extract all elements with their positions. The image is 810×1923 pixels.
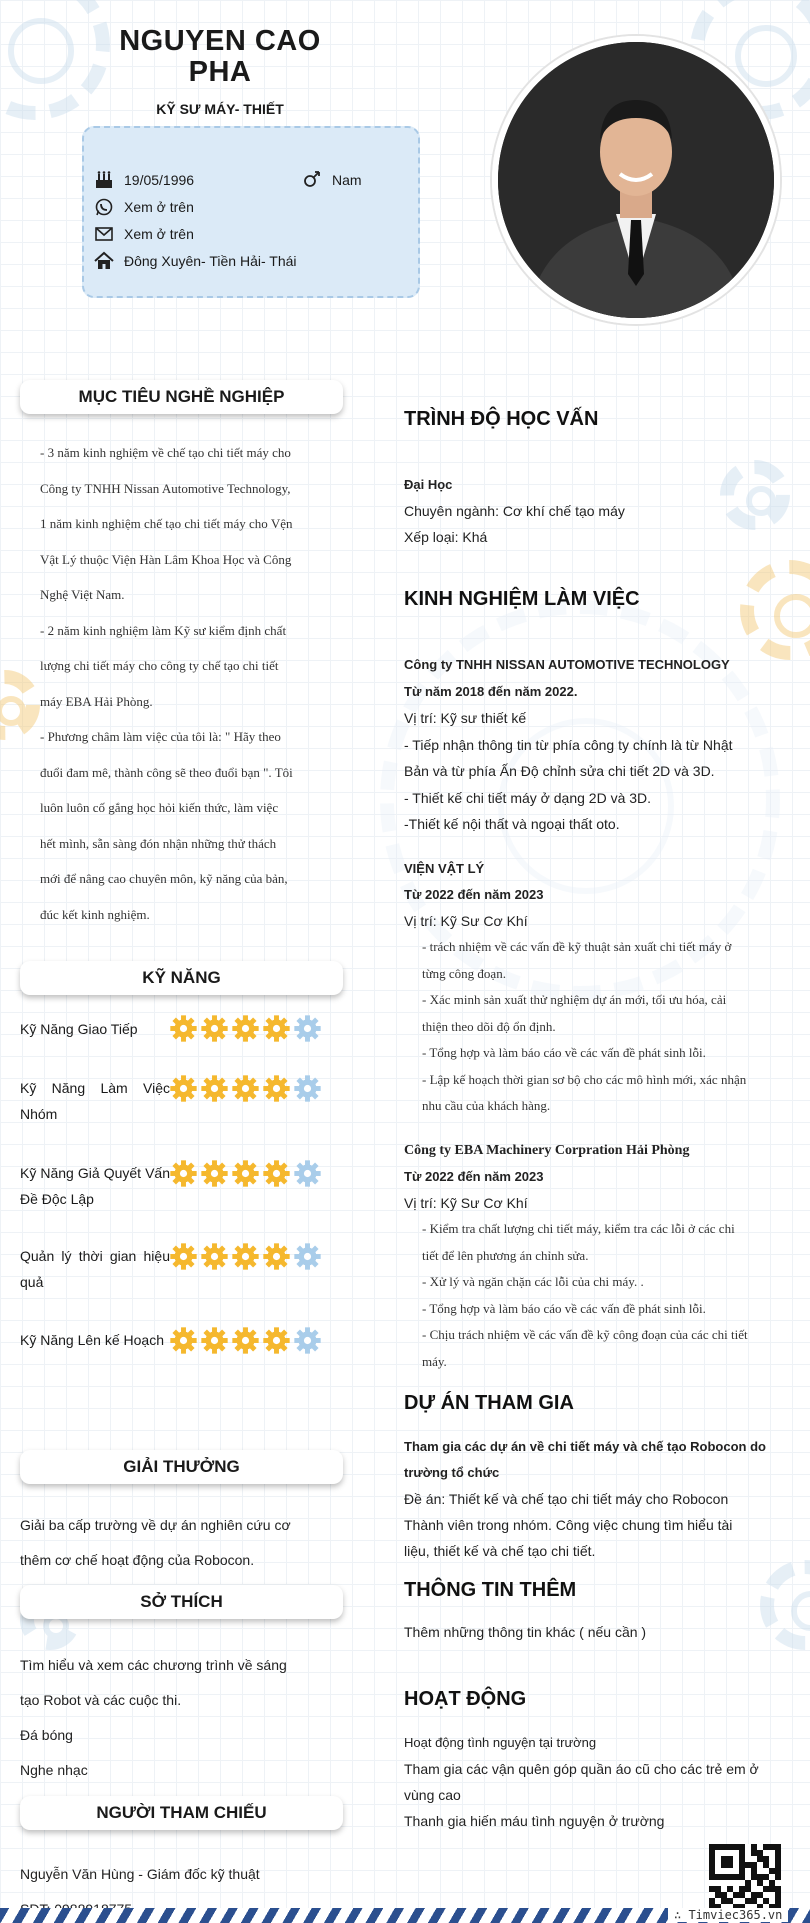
career-goal-line: máy EBA Hải Phòng. [40, 693, 153, 709]
contact-dob [94, 170, 194, 190]
rating-gear-filled-icon [232, 1015, 259, 1042]
rating-gear-filled-icon [232, 1243, 259, 1270]
job-detail: Bản và từ phía Ấn Độ chỉnh sửa chi tiết 2D và 3D. [404, 763, 715, 779]
job-detail: nhu cầu của khách hàng. [422, 1098, 551, 1113]
job-detail: - Thiết kế chi tiết máy ở dạng 2D và 3D. [404, 789, 652, 806]
hobby-line: Đá bóng [20, 1727, 73, 1743]
rating-gear-filled-icon [201, 1327, 228, 1354]
project-line: Thành viên trong nhóm. Công việc chung tìm hiểu tài [404, 1517, 733, 1533]
rating-gear-filled-icon [170, 1015, 197, 1042]
rating-gear-filled-icon [170, 1327, 197, 1354]
rating-gear-filled-icon [201, 1243, 228, 1270]
reference-heading: NGƯỜI THAM CHIẾU [20, 1796, 343, 1830]
experience-heading: KINH NGHIỆM LÀM VIỆC [404, 588, 640, 610]
rating-gear-empty-icon [294, 1160, 321, 1187]
skill-label: Kỹ Năng Giao Tiếp [20, 1021, 138, 1037]
contact-email [94, 224, 194, 244]
rating-gear-empty-icon [294, 1243, 321, 1270]
job-detail: - Lập kế hoạch thời gian sơ bộ cho các mô hình mới, xác nhận [422, 1071, 747, 1087]
decor-gear-icon [740, 560, 810, 660]
career-goal-line: - 2 năm kinh nghiệm làm Kỹ sư kiểm định chất [40, 622, 287, 638]
projects-body [404, 1434, 766, 1564]
brand-watermark: ∴ Timviec365.vn [668, 1908, 788, 1922]
rating-gear-filled-icon [263, 1075, 290, 1102]
project-name: Tham gia các dự án về chi tiết máy và chế tạo Robocon do [404, 1439, 766, 1454]
rating-gear-filled-icon [232, 1075, 259, 1102]
contact-address [94, 251, 297, 271]
skill-label: Quản lý thời gian hiệu quả [20, 1248, 170, 1290]
hobby-line: tạo Robot và các cuộc thi. [20, 1692, 182, 1708]
career-goal-line: - Phương châm làm việc của tôi là: " Hãy theo [40, 729, 281, 744]
rating-gear-filled-icon [170, 1160, 197, 1187]
career-goal-line: 1 năm kinh nghiệm chế tạo chi tiết máy cho Vện [40, 516, 293, 531]
job-title: KỸ SƯ MÁY- THIẾT [156, 101, 284, 117]
job-detail: - Kiểm tra chất lượng chi tiết máy, kiểm tra các lỗi ở các chi [422, 1221, 735, 1236]
skill-label: Kỹ Năng Giả Quyết Vấn Đề Độc Lập [20, 1165, 170, 1207]
awards-line: Giải ba cấp trường về dự án nghiên cứu cơ [20, 1517, 291, 1533]
career-goal-line: mới để nâng cao chuyên môn, kỹ năng của bản, [40, 871, 288, 886]
job-entry [404, 652, 733, 838]
job-company: VIỆN VẬT LÝ [404, 861, 485, 876]
project-line: liệu, thiết kế và chế tạo chi tiết. [404, 1543, 596, 1559]
job-period: Từ 2022 đến năm 2023 [404, 887, 544, 902]
birthday-cake-icon [94, 170, 114, 190]
contact-phone [94, 197, 194, 217]
career-goal-line: Công ty TNHH Nissan Automotive Technology, [40, 480, 291, 496]
envelope-icon [94, 224, 114, 244]
activities-heading: HOẠT ĐỘNG [404, 1688, 527, 1710]
activity-line: Tham gia các vận quên góp quần áo cũ cho các trẻ em ở [404, 1761, 759, 1777]
project-line: Đề án: Thiết kế và chế tạo chi tiết máy cho Robocon [404, 1491, 729, 1507]
job-detail: - Xử lý và ngăn chặn các lỗi của chi máy. . [422, 1274, 644, 1289]
job-period: Từ năm 2018 đến năm 2022. [404, 683, 578, 699]
job-detail: tiết để lên phương án chỉnh sửa. [422, 1247, 589, 1263]
job-entry [404, 856, 746, 1120]
rating-gear-filled-icon [232, 1160, 259, 1187]
rating-gear-filled-icon [263, 1015, 290, 1042]
qr-code [709, 1844, 781, 1916]
email-value: Xem ở trên [124, 226, 194, 242]
job-company: Công ty TNHH NISSAN AUTOMOTIVE TECHNOLOGY [404, 657, 730, 672]
job-detail: thiện theo dõi độ ổn định. [422, 1018, 556, 1034]
career-goal-text [40, 435, 320, 932]
project-name: trường tổ chức [404, 1465, 500, 1480]
hobbies-text [20, 1648, 330, 1788]
contact-gender [302, 170, 362, 190]
job-detail: từng công đoạn. [422, 965, 506, 981]
job-entry [404, 1138, 748, 1375]
more-info-text: Thêm những thông tin khác ( nếu cần ) [404, 1624, 647, 1640]
awards-line: thêm cơ chế hoạt động của Robocon. [20, 1552, 255, 1568]
rating-gear-filled-icon [263, 1327, 290, 1354]
rating-gear-filled-icon [170, 1243, 197, 1270]
awards-heading: GIẢI THƯỞNG [20, 1450, 343, 1484]
job-detail: - Tiếp nhận thông tin từ phía công ty chính là từ Nhật [404, 736, 733, 753]
career-goal-heading: MỤC TIÊU NGHỀ NGHIỆP [20, 380, 343, 414]
rating-gear-filled-icon [201, 1015, 228, 1042]
education-body [404, 472, 625, 550]
rating-gear-filled-icon [263, 1243, 290, 1270]
more-info-heading: THÔNG TIN THÊM [404, 1579, 577, 1601]
job-company: Công ty EBA Machinery Corpration Hải Phòng [404, 1143, 690, 1158]
career-goal-line: luôn luôn cố gắng học hỏi kiến thức, làm việc [40, 800, 279, 815]
education-major: Chuyên ngành: Cơ khí chế tạo máy [404, 503, 625, 519]
whatsapp-icon [94, 197, 114, 217]
job-details [404, 1216, 748, 1375]
skill-label: Kỹ Năng Làm Việc Nhóm [20, 1080, 170, 1122]
job-detail: - Tổng hợp và làm báo cáo về các vấn đề phát sinh lỗi. [422, 1045, 706, 1060]
education-grade: Xếp loại: Khá [404, 529, 488, 545]
activities-body [404, 1730, 759, 1834]
rating-gear-empty-icon [294, 1015, 321, 1042]
job-details [404, 934, 746, 1120]
awards-text [20, 1508, 330, 1578]
decor-gear-icon [0, 670, 40, 740]
candidate-name [90, 26, 350, 88]
skills-heading: KỸ NĂNG [20, 961, 343, 995]
activity-line: vùng cao [404, 1787, 461, 1803]
career-goal-line: đuổi đam mê, thành công sẽ theo đuổi bạn ". Tôi [40, 764, 293, 780]
rating-gear-filled-icon [201, 1160, 228, 1187]
job-detail: - trách nhiệm về các vấn đề kỹ thuật sản xuất chi tiết máy ở [422, 939, 732, 954]
home-icon [94, 251, 114, 271]
job-position: Vị trí: Kỹ sư thiết kế [404, 710, 527, 726]
dob-value: 19/05/1996 [124, 172, 195, 188]
career-goal-line: - 3 năm kinh nghiệm về chế tạo chi tiết máy cho [40, 445, 291, 460]
rating-gear-empty-icon [294, 1327, 321, 1354]
skill-rating [170, 1327, 321, 1354]
portrait-photo [498, 42, 774, 318]
hobbies-heading: SỞ THÍCH [20, 1585, 343, 1619]
activity-line: Thanh gia hiến máu tình nguyện ở trường [404, 1813, 665, 1829]
rating-gear-filled-icon [232, 1327, 259, 1354]
hobby-line: Tìm hiểu và xem các chương trình về sáng [20, 1657, 287, 1673]
avatar [492, 36, 780, 324]
name-line-1: NGUYEN CAO [119, 25, 321, 57]
rating-gear-filled-icon [263, 1160, 290, 1187]
job-detail: - Xác minh sản xuất thử nghiệm dự án mới, tối ưu hóa, cải [422, 992, 727, 1007]
gender-icon [302, 170, 322, 190]
decor-gear-icon [760, 1560, 810, 1650]
job-detail: - Tổng hợp và làm báo cáo về các vấn đề phát sinh lỗi. [422, 1300, 706, 1316]
name-line-2: PHA [188, 56, 252, 88]
job-detail: -Thiết kế nội thất và ngoại thất oto. [404, 816, 620, 832]
career-goal-line: đúc kết kinh nghiệm. [40, 906, 150, 922]
rating-gear-filled-icon [201, 1075, 228, 1102]
reference-person: Nguyễn Văn Hùng - Giám đốc kỹ thuật [20, 1866, 260, 1882]
career-goal-line: hết mình, sẵn sàng đón nhận những thử thách [40, 835, 277, 851]
skill-label: Kỹ Năng Lên kế Hoạch [20, 1332, 164, 1348]
address-value: Đông Xuyên- Tiền Hải- Thái [124, 253, 297, 269]
hobby-line: Nghe nhạc [20, 1762, 88, 1778]
career-goal-line: Vật Lý thuộc Viện Hàn Lâm Khoa Học và Công [40, 551, 292, 567]
rating-gear-filled-icon [170, 1075, 197, 1102]
job-detail: - Chịu trách nhiệm về các vấn đề kỹ công đoạn của các chi tiết [422, 1327, 748, 1342]
projects-heading: DỰ ÁN THAM GIA [404, 1392, 574, 1414]
job-position: Vị trí: Kỹ Sư Cơ Khí [404, 1195, 528, 1211]
career-goal-line: lượng chi tiết máy cho công ty chế tạo chi tiết [40, 658, 279, 673]
skill-rating [170, 1075, 321, 1102]
decor-gear-icon [720, 460, 790, 530]
gender-value: Nam [332, 172, 362, 188]
job-position: Vị trí: Kỹ Sư Cơ Khí [404, 913, 528, 929]
career-goal-line: Nghệ Việt Nam. [40, 587, 125, 602]
skill-rating [170, 1243, 321, 1270]
contact-box [82, 126, 420, 298]
skill-rating [170, 1015, 321, 1042]
rating-gear-empty-icon [294, 1075, 321, 1102]
education-level: Đại Học [404, 477, 453, 492]
education-heading: TRÌNH ĐỘ HỌC VẤN [404, 408, 599, 430]
job-detail: máy. [422, 1353, 447, 1369]
skill-rating [170, 1160, 321, 1187]
activity-line: Hoạt động tình nguyện tại trường [404, 1735, 597, 1750]
phone-value: Xem ở trên [124, 199, 194, 215]
job-period: Từ 2022 đến năm 2023 [404, 1169, 544, 1184]
